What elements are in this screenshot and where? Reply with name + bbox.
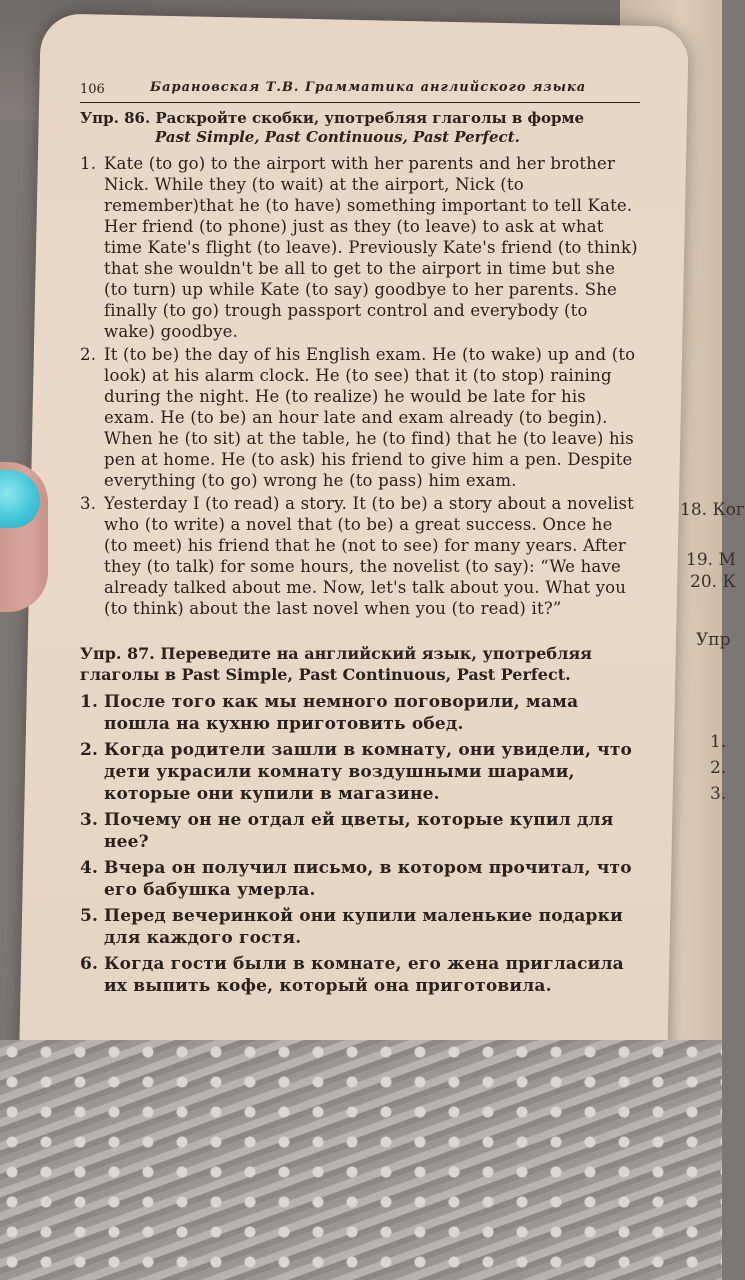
adjacent-page-fragment: 1.	[710, 732, 727, 752]
adjacent-page-fragment: 18. Ког	[680, 500, 745, 520]
exercise-86-list	[80, 153, 640, 619]
adjacent-page-fragment: 2.	[710, 758, 727, 778]
list-item	[80, 739, 640, 805]
item-number: 5.	[80, 906, 99, 926]
running-title: Барановская Т.В. Грамматика английского языка	[150, 80, 587, 95]
item-number: 2.	[80, 345, 97, 364]
adjacent-page-fragment: 19. М	[686, 550, 736, 570]
exercise-86-instruction: Упр. 86. Раскройте скобки, употребляя глаголы в форме	[80, 109, 585, 127]
list-item	[80, 153, 640, 342]
item-number: 2.	[80, 740, 99, 760]
item-number: 3.	[80, 494, 97, 513]
exercise-86-forms: Past Simple, Past Continuous, Past Perfect.	[155, 128, 520, 146]
item-text: После того как мы немного поговорили, мама пошла на кухню приготовить обед.	[104, 692, 579, 734]
list-item	[80, 809, 640, 853]
page-header	[80, 78, 640, 103]
list-item	[80, 493, 640, 619]
adjacent-page-fragment: 20. К	[690, 572, 736, 592]
item-text: Перед вечеринкой они купили маленькие подарки для каждого гостя.	[104, 906, 623, 948]
list-item	[80, 344, 640, 491]
list-item	[80, 953, 640, 997]
item-text: Почему он не отдал ей цветы, которые купил для нее?	[104, 810, 614, 852]
adjacent-page-fragment: 3.	[710, 784, 727, 804]
item-number: 4.	[80, 858, 99, 878]
item-text: It (to be) the day of his English exam. He (to wake) up and (to look) at his alarm clock. He (to see) that it (to stop) raining during the night. He (to realize) he would be late for his exam. He (to be) an hour late and exam already (to begin). When he (to sit) at the table, he (to find) that he (to leave) his pen at home. He (to ask) his friend to give him a pen. Despite everything (to go) wrong he (to pass) him exam.	[104, 345, 636, 490]
adjacent-page-fragment: Упр	[696, 630, 731, 650]
item-text: Когда родители зашли в комнату, они увидели, что дети украсили комнату воздушными шарами, которые они купили в магазине.	[104, 740, 633, 804]
list-item	[80, 857, 640, 901]
item-number: 1.	[80, 692, 99, 712]
item-number: 6.	[80, 954, 99, 974]
knitted-fabric	[0, 1040, 722, 1280]
item-text: Kate (to go) to the airport with her parents and her brother Nick. While they (to wait) at the airport, Nick (to remember)that he (to have) something important to tell Kate. Her friend (to phone) just as they (to leave) to ask at what time Kate's flight (to leave). Previously Kate's friend (to think) that she wouldn't be all to get to the airport in time but she (to turn) up while Kate (to say) goodbye to her parents. She finally (to go) trough passport control and everybody (to wake) goodbye.	[104, 154, 638, 341]
page-number: 106	[80, 82, 105, 97]
exercise-87-list	[80, 691, 640, 997]
item-text: Вчера он получил письмо, в котором прочитал, что его бабушка умерла.	[104, 858, 632, 900]
list-item	[80, 905, 640, 949]
exercise-86-title	[80, 109, 640, 147]
item-text: Yesterday I (to read) a story. It (to be) a story about a novelist who (to write) a novel that (to be) a great success. Once he (to meet) his friend that he (not to see) for many years. After they (to talk) for some hours, the novelist (to say): “We have already talked about me. Now, let's talk about you. What you (to think) about the last novel when you (to read) it?”	[104, 494, 634, 618]
page-content	[80, 78, 640, 1001]
list-item	[80, 691, 640, 735]
exercise-87-title: Упр. 87. Переведите на английский язык, употребляя глаголы в Past Simple, Past Continuous, Past Perfect.	[80, 644, 592, 684]
item-text: Когда гости были в комнате, его жена пригласила их выпить кофе, который она приготовила.	[104, 954, 624, 996]
item-number: 1.	[80, 154, 97, 173]
item-number: 3.	[80, 810, 99, 830]
